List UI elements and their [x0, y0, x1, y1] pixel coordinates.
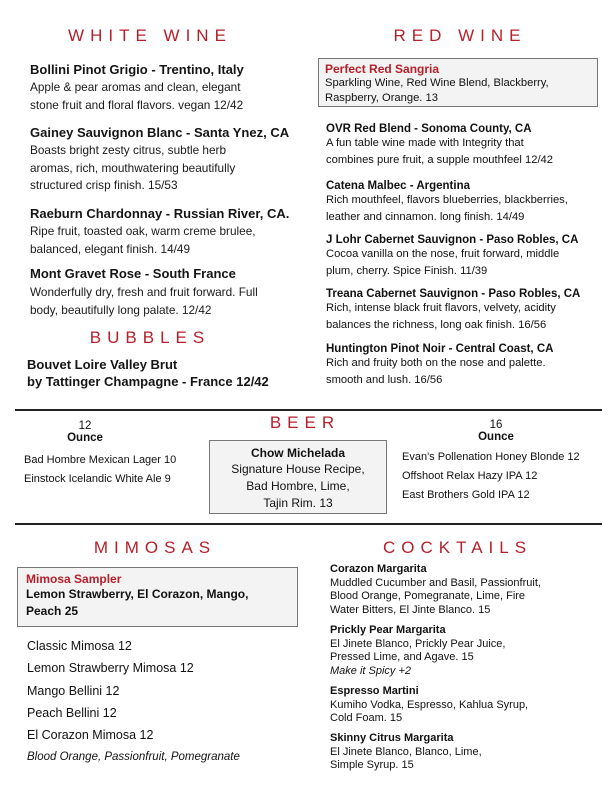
red-wine-heading: RED WINE	[393, 26, 527, 45]
beer-item: Bad Hombre Mexican Lager 10	[24, 454, 177, 466]
item-name: Catena Malbec - Argentina	[326, 180, 470, 192]
cocktail-item	[330, 563, 541, 617]
featured-sangria	[318, 58, 598, 107]
item-desc: A fun table wine made with Integrity that combines pure fruit, a supple mouthfeel 12/42	[326, 137, 553, 166]
unit: Ounce	[478, 431, 514, 443]
menu-item	[326, 180, 568, 226]
beer-16oz-label	[446, 419, 546, 443]
cocktail-item	[330, 685, 528, 726]
item-desc: Rich, intense black fruit flavors, velvety, acidity balances the richness, long oak finish. 16/56	[326, 302, 556, 331]
item-name: OVR Red Blend - Sonoma County, CA	[326, 123, 532, 135]
divider	[15, 409, 602, 411]
menu-item	[30, 206, 289, 258]
item-name: Prickly Pear Margarita	[330, 624, 446, 636]
feature-name: Chow Michelada	[250, 446, 345, 460]
mimosa-flavors: Blood Orange, Passionfruit, Pomegranate	[27, 751, 240, 763]
item-name: J Lohr Cabernet Sauvignon - Paso Robles, CA	[326, 234, 579, 246]
item-desc: Apple & pear aromas and clean, elegant stone fruit and floral flavors. vegan 12/42	[30, 80, 244, 112]
feature-desc: Sparkling Wine, Red Wine Blend, Blackberry, Raspberry, Orange. 13	[325, 77, 549, 104]
beer-item: East Brothers Gold IPA 12	[402, 489, 530, 501]
item-desc: Wonderfully dry, fresh and fruit forward. Full body, beautifully long palate. 12/42	[30, 285, 258, 317]
bubbles-item: Bouvet Loire Valley Brut by Tattinger Champagne - France 12/42	[27, 357, 269, 389]
item-desc: Boasts bright zesty citrus, subtle herb aromas, rich, mouthwatering beautifully structured crisp finish. 15/53	[30, 143, 236, 192]
item-name: Corazon Margarita	[330, 563, 427, 575]
item-name: Huntington Pinot Noir - Central Coast, CA	[326, 343, 554, 355]
item-name: Bollini Pinot Grigio - Trentino, Italy	[30, 62, 244, 77]
beer-item: Evan's Pollenation Honey Blonde 12	[402, 451, 580, 463]
menu-item	[30, 266, 258, 319]
item-desc: Ripe fruit, toasted oak, warm creme brulee, balanced, elegant finish. 14/49	[30, 224, 256, 256]
menu-item	[30, 125, 289, 195]
item-desc: Kumiho Vodka, Espresso, Kahlua Syrup, Cold Foam. 15	[330, 698, 529, 724]
menu-item	[326, 123, 553, 169]
menu-item	[326, 288, 580, 334]
size: 12	[78, 420, 92, 432]
divider	[15, 523, 602, 525]
item-name: Mont Gravet Rose - South France	[30, 266, 236, 281]
item-desc: Cocoa vanilla on the nose, fruit forward, middle plum, cherry. Spice Finish. 11/39	[326, 248, 560, 277]
featured-mimosa-sampler	[17, 567, 298, 627]
mimosa-item: Mango Bellini 12	[27, 684, 120, 698]
mimosa-item: Lemon Strawberry Mimosa 12	[27, 661, 194, 675]
feature-desc: Lemon Strawberry, El Corazon, Mango, Peach 25	[26, 587, 249, 618]
feature-name: Perfect Red Sangria	[325, 62, 440, 76]
feature-desc: Signature House Recipe, Bad Hombre, Lime, Tajin Rim. 13	[231, 462, 365, 510]
size: 16	[489, 419, 503, 431]
item-name: Espresso Martini	[330, 685, 419, 697]
item-desc: Rich and fruity both on the nose and palette. smooth and lush. 16/56	[326, 357, 546, 386]
unit: Ounce	[67, 432, 103, 444]
white-wine-heading: WHITE WINE	[68, 26, 232, 45]
menu-item	[326, 343, 553, 389]
feature-name: Mimosa Sampler	[26, 572, 122, 586]
item-desc: El Jinete Blanco, Blanco, Lime, Simple Syrup. 15	[330, 745, 482, 771]
item-desc: Muddled Cucumber and Basil, Passionfruit, Blood Orange, Pomegranate, Lime, Fire Water Bitters, El Jinte Blanco. 15	[330, 576, 541, 616]
cocktail-item	[330, 624, 505, 678]
menu-item	[326, 234, 578, 280]
item-note: Make it Spicy +2	[330, 664, 412, 677]
beer-item: Einstock Icelandic White Ale 9	[24, 473, 171, 485]
item-desc: Rich mouthfeel, flavors blueberries, blackberries, leather and cinnamon. long finish. 14/49	[326, 194, 568, 223]
bubbles-heading: BUBBLES	[89, 328, 211, 347]
mimosa-item: El Corazon Mimosa 12	[27, 728, 154, 742]
mimosa-item: Classic Mimosa 12	[27, 639, 132, 653]
item-name: Treana Cabernet Sauvignon - Paso Robles, CA	[326, 288, 581, 300]
item-name: Gainey Sauvignon Blanc - Santa Ynez, CA	[30, 125, 290, 140]
menu-item	[30, 62, 244, 114]
featured-michelada	[209, 440, 387, 514]
item-desc: El Jinete Blanco, Prickly Pear Juice, Pressed Lime, and Agave. 15	[330, 637, 506, 663]
item-name: Skinny Citrus Margarita	[330, 732, 454, 744]
beer-12oz-label	[35, 420, 135, 444]
cocktail-item	[330, 732, 482, 773]
cocktails-heading: COCKTAILS	[382, 538, 533, 557]
beer-heading: BEER	[269, 413, 341, 432]
mimosa-item: Peach Bellini 12	[27, 706, 117, 720]
mimosas-heading: MIMOSAS	[93, 538, 217, 557]
beer-item: Offshoot Relax Hazy IPA 12	[402, 470, 538, 482]
item-name: Raeburn Chardonnay - Russian River, CA.	[30, 206, 290, 221]
